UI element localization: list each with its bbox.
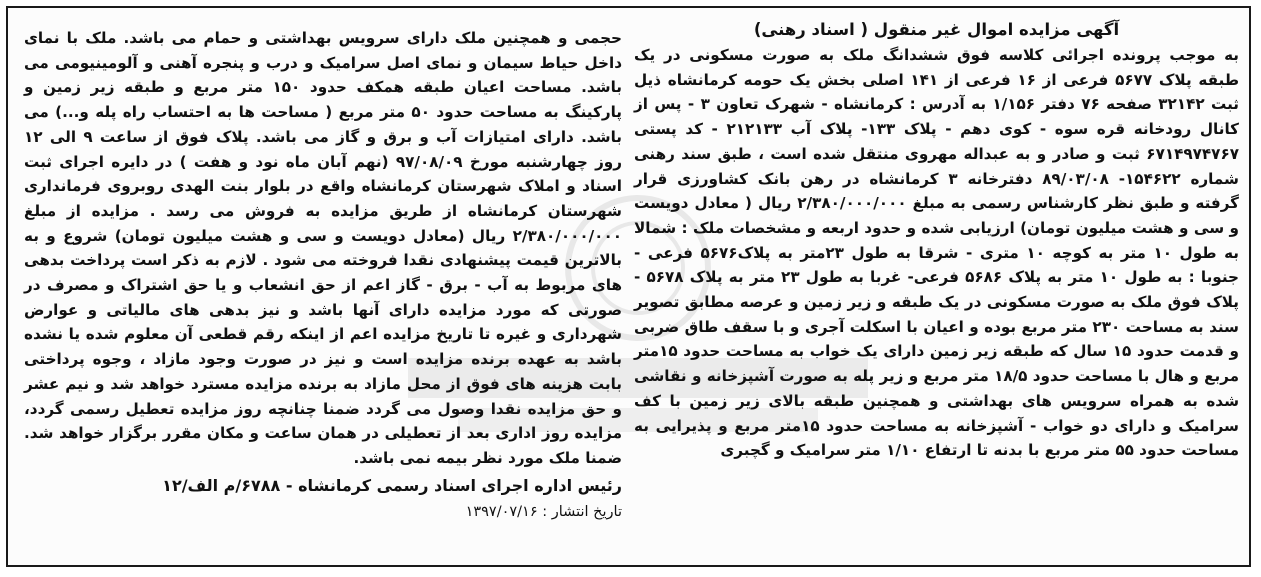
publish-date: تاریخ انتشار : ۱۳۹۷/۰۷/۱۶ (465, 504, 622, 521)
notice-title: آگهی مزایده اموال غیر منقول ( اسناد رهنی) (753, 20, 1120, 39)
left-column-text: حجمی و همچنین ملک دارای سرویس بهداشتی و حمام می باشد. ملک با نمای داخل حیاط سیمان و نمای اصل سرامیک و درب و پنجره آهنی و آلومینیومی می باشد. مساحت اعیان طبقه همکف حدود ۱۵۰ متر مربع و طبقه زیر زمین و پارکینگ به مساحت حدود ۵۰ متر مربع ( مساحت ها به احتساب راه پله و...) می باشد. دارای امتیازات آب و برق و گاز می باشد. پلاک فوق از ساعت ۹ الی ۱۲ روز چهارشنبه مورخ ۹۷/۰۸/۰۹ (نهم آبان ماه نود و هفت ) در دایره اجرای ثبت اسناد و املاک شهرستان کرمانشاه واقع در بلوار بنت الهدی روبروی فرمانداری شهرستان کرمانشاه از طریق مزایده به فروش می رسد . مزایده از مبلغ ۲/۳۸۰/۰۰۰/۰۰۰ ریال (معادل دویست و سی و هشت میلیون تومان) شروع و به بالاترین قیمت پیشنهادی نقدا فروخته می شود . لازم به ذکر است پرداخت بدهی های مربوط به آب - برق - گاز اعم از حق انشعاب و یا حق اشتراک و مصرف در صورتی که مورد مزایده دارای آنها باشد و نیز بدهی های مالیاتی و عوارض شهرداری و غیره تا تاریخ مزایده اعم از اینکه رقم قطعی آن معلوم شده یا نشده باشد به عهده برنده مزایده است و نیز در صورت وجود مازاد ، وجوه پرداختی بابت هزینه های فوق از محل مازاد به برنده مزایده مسترد خواهد شد و نیم عشر و حق مزایده نقدا وصول می گردد ضمنا چنانچه روز مزایده تعطیل رسمی گردد، مزایده روز اداری بعد از تعطیلی در همان ساعت و مکان مقرر برگزار خواهد شد. ضمنا ملک مورد نظر بیمه نمی باشد. (24, 29, 622, 467)
right-column (634, 18, 1239, 463)
signature-line: رئیس اداره اجرای اسناد رسمی کرمانشاه - ۶۷۸۸/م الف/۱۲ (162, 475, 622, 495)
notice-frame (6, 6, 1251, 567)
left-column (24, 26, 622, 525)
right-column-text: به موجب پرونده اجرائی کلاسه فوق ششدانگ ملک به صورت مسکونی در یک طبقه پلاک ۵۶۷۷ فرعی از ۱۶ فرعی از ۱۴۱ اصلی بخش یک حومه کرمانشاه ذیل ثبت ۳۲۱۴۲ صفحه ۷۶ دفتر ۱/۱۵۶ به آدرس : کرمانشاه - شهرک تعاون ۳ - پس از کانال رودخانه قره سوه - کوی دهم - پلاک ۱۳۳- پلاک آب ۲۱۲۱۳۳ - کد پستی ۶۷۱۴۹۷۴۷۶۷ ثبت و صادر و به عبداله مهروی منتقل شده است ، طبق سند رهنی شماره ۱۵۴۶۲۲- ۸۹/۰۳/۰۸ دفترخانه ۳ کرمانشاه در رهن بانک کشاورزی قرار گرفته و طبق نظر کارشناس رسمی به مبلغ ۲/۳۸۰/۰۰۰/۰۰۰ ریال ( معادل دویست و سی و هشت میلیون تومان) ارزیابی شده و حدود اربعه و مشخصات ملک : شمالا به طول ۱۰ متر به کوچه ۱۰ متری - شرقا به طول ۲۳متر به پلاک۵۶۷۶ فرعی - جنوبا : به طول ۱۰ متر به پلاک ۵۶۸۶ فرعی- غربا به طول ۲۳ متر به پلاک ۵۶۷۸ - پلاک فوق ملک به صورت مسکونی در یک طبقه و زیر زمین و عرصه مطابق تصویر سند به مساحت ۲۳۰ متر مربع بوده و اعیان با اسکلت آجری و با سقف طاق ضربی و قدمت حدود ۱۵ سال که طبقه زیر زمین دارای یک خواب به مساحت حدود ۱۵متر مربع و هال با مساحت حدود ۱۸/۵ متر مربع و زیر پله به صورت آشپزخانه و نقاشی شده به همراه سرویس های بهداشتی و همچنین طبقه بالای زیر زمین با کف سرامیک و دارای دو خواب - آشپزخانه به مساحت حدود ۱۵متر مربع و پذیرایی به مساحت حدود ۵۵ متر مربع با بدنه تا ارتفاع ۱/۱۰ متر سرامیک و گچبری (634, 46, 1240, 460)
